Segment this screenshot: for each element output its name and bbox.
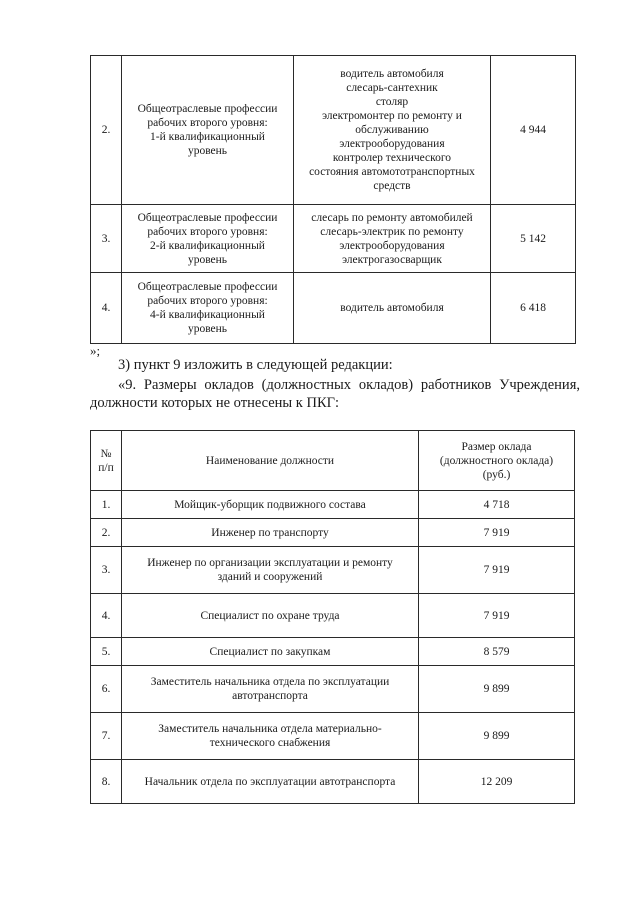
row-number: 4. [91, 594, 122, 638]
salary-value: 6 418 [491, 273, 576, 344]
salary-value: 8 579 [419, 638, 575, 666]
text-line: 2-й квалификационный [150, 239, 265, 252]
position-item: электрогазосварщик [342, 253, 442, 266]
text-line: Специалист по охране труда [200, 609, 340, 622]
position-name [122, 547, 419, 594]
text-line: технического снабжения [209, 737, 331, 749]
position-name [122, 519, 419, 547]
row-number: 8. [91, 760, 122, 804]
header-line: № [100, 447, 112, 460]
positions-list [294, 273, 491, 344]
row-number: 6. [91, 666, 122, 713]
position-item: электромонтер по ремонту и [322, 110, 462, 122]
row-number: 5. [91, 638, 122, 666]
table-row [91, 666, 575, 713]
text-line: Общеотраслевые профессии [137, 211, 278, 224]
position-name [122, 760, 419, 804]
row-number: 2. [91, 519, 122, 547]
salary-value: 9 899 [419, 666, 575, 713]
row-number: 3. [91, 205, 122, 273]
text-line: Заместитель начальника отдела материально- [158, 723, 382, 735]
table-row [91, 519, 575, 547]
position-name [122, 713, 419, 760]
position-name [122, 594, 419, 638]
text-line: уровень [187, 145, 228, 157]
row-number: 7. [91, 713, 122, 760]
text-line: рабочих второго уровня: [147, 295, 268, 307]
text-line: Инженер по организации эксплуатации и ремонту [147, 557, 393, 569]
header-line: Размер оклада [461, 440, 532, 453]
position-item: электрооборудования [339, 138, 445, 150]
text-line: уровень [187, 253, 228, 266]
table-row [91, 205, 576, 273]
text-line: Начальник отдела по эксплуатации автотранспорта [144, 775, 396, 788]
position-item: столяр [375, 96, 409, 108]
salary-value: 7 919 [419, 519, 575, 547]
table-row [91, 273, 576, 344]
table-row [91, 594, 575, 638]
item-9-paragraph-continuation: должности которых не отнесены к ПКГ: [90, 395, 340, 411]
table-row [91, 491, 575, 519]
salary-value: 4 718 [419, 491, 575, 519]
text-line: Инженер по транспорту [211, 526, 329, 539]
closing-quote: »; [90, 343, 101, 358]
column-header-salary [419, 431, 575, 491]
text-line: рабочих второго уровня: [147, 225, 268, 238]
table-row [91, 713, 575, 760]
salaries-table [90, 430, 575, 804]
positions-list [294, 205, 491, 273]
text-line: Заместитель начальника отдела по эксплуатации [150, 676, 390, 688]
position-item: контролер технического [332, 152, 452, 164]
position-item: водитель автомобиля [340, 68, 444, 80]
salary-value: 5 142 [491, 205, 576, 273]
text-line: автотранспорта [232, 690, 308, 702]
salary-value: 7 919 [419, 547, 575, 594]
qualification-groups-table [90, 55, 576, 344]
position-name [122, 491, 419, 519]
item-3-paragraph: 3) пункт 9 изложить в следующей редакции: [118, 357, 393, 373]
position-name [122, 666, 419, 713]
column-header-number [91, 431, 122, 491]
table-row [91, 547, 575, 594]
row-number: 3. [91, 547, 122, 594]
positions-list [294, 56, 491, 205]
position-item: слесарь-сантехник [346, 82, 438, 94]
text-line: Специалист по закупкам [209, 645, 331, 658]
position-item: средств [373, 180, 411, 192]
salary-value: 4 944 [491, 56, 576, 205]
text-line: Общеотраслевые профессии [137, 103, 278, 115]
position-item: слесарь по ремонту автомобилей [311, 211, 473, 224]
position-item: слесарь-электрик по ремонту [320, 225, 464, 238]
row-number: 2. [91, 56, 122, 205]
row-number: 4. [91, 273, 122, 344]
table-header-row [91, 431, 575, 491]
column-header-position: Наименование должности [122, 431, 419, 491]
salary-value: 7 919 [419, 594, 575, 638]
table-row [91, 56, 576, 205]
text-line: уровень [187, 323, 228, 335]
header-line: п/п [98, 461, 114, 474]
salary-value: 9 899 [419, 713, 575, 760]
position-item: водитель автомобиля [340, 302, 444, 314]
position-item: обслуживанию [355, 124, 429, 136]
table-row [91, 760, 575, 804]
text-line: 1-й квалификационный [150, 131, 265, 143]
table-row [91, 638, 575, 666]
qualification-group [122, 273, 294, 344]
item-9-paragraph: «9. Размеры окладов (должностных окладов) работников Учреждения, [118, 377, 580, 393]
header-line: (руб.) [482, 468, 511, 481]
header-line: (должностного оклада) [439, 454, 554, 467]
qualification-group [122, 56, 294, 205]
salary-value: 12 209 [419, 760, 575, 804]
text-line: 4-й квалификационный [150, 309, 265, 321]
position-item: состояния автомототранспортных [309, 166, 475, 178]
position-name [122, 638, 419, 666]
position-item: электрооборудования [339, 239, 445, 252]
qualification-group [122, 205, 294, 273]
text-line: зданий и сооружений [217, 571, 323, 583]
text-line: рабочих второго уровня: [147, 117, 268, 129]
row-number: 1. [91, 491, 122, 519]
text-line: Общеотраслевые профессии [137, 281, 278, 293]
text-line: Мойщик-уборщик подвижного состава [174, 498, 366, 511]
